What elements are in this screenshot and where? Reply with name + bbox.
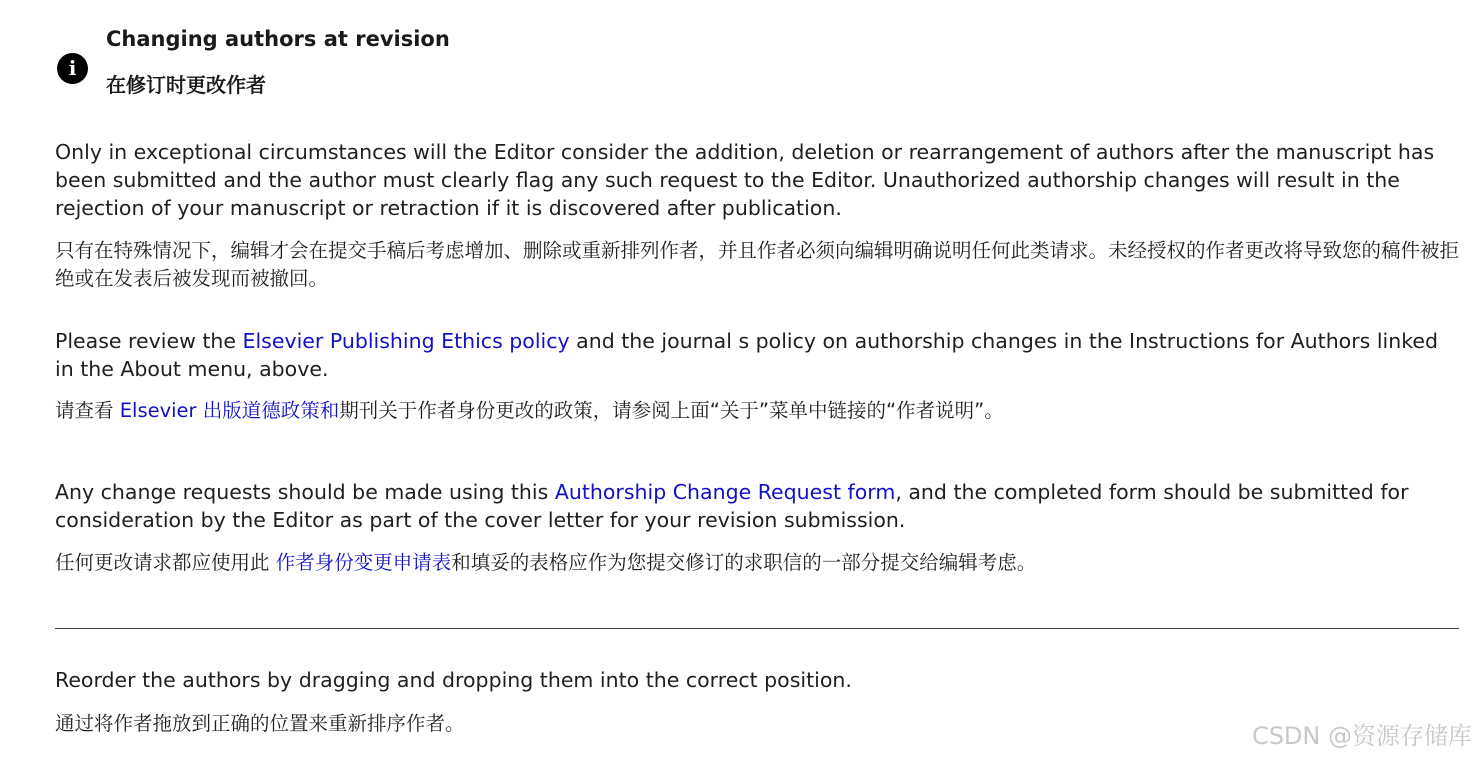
- change-request-text-after: , and the completed form should be submitted for consideration by the Editor as part of the cover letter for your revision submission.: [55, 480, 1409, 532]
- notice-title-translation: 在修订时更改作者: [106, 73, 266, 97]
- ethics-policy-translation-before: 请查看: [55, 399, 120, 422]
- change-request-translation-after: 和填妥的表格应作为您提交修订的求职信的一部分提交给编辑考虑。: [451, 551, 1037, 574]
- section-divider: [55, 628, 1459, 629]
- ethics-policy-text-before: Please review the: [55, 329, 243, 353]
- notice-title: Changing authors at revision: [106, 27, 450, 51]
- authorship-change-policy-text: Only in exceptional circumstances will the Editor consider the addition, deletion or rearrangement of authors after the manuscript has been submitted and the author must clearly flag any such request to the Editor. Unauthorized authorship changes will result in the rejection of your manuscript or retraction if it is discovered after publication.: [55, 140, 1435, 220]
- reorder-instructions: Reorder the authors by dragging and dropping them into the correct position.: [55, 668, 852, 692]
- change-request-paragraph: [55, 478, 1459, 534]
- ethics-policy-paragraph-translation: [55, 397, 1465, 425]
- change-request-translation-before: 任何更改请求都应使用此: [55, 551, 276, 574]
- authorship-change-request-form-link-translation[interactable]: 作者身份变更申请表: [275, 551, 452, 574]
- ethics-policy-translation-after: 期刊关于作者身份更改的政策，请参阅上面“关于”菜单中链接的“作者说明”。: [339, 399, 1004, 422]
- authorship-change-policy-translation: 只有在特殊情况下，编辑才会在提交手稿后考虑增加、删除或重新排列作者，并且作者必须向编辑明确说明任何此类请求。未经授权的作者更改将导致您的稿件被拒绝或在发表后被发现而被撤回。: [55, 239, 1460, 290]
- ethics-policy-paragraph: [55, 327, 1459, 383]
- ethics-policy-link[interactable]: Elsevier Publishing Ethics policy: [242, 329, 570, 353]
- info-icon: i: [57, 53, 88, 84]
- authorship-change-request-form-link[interactable]: Authorship Change Request form: [554, 480, 896, 504]
- change-request-text-before: Any change requests should be made using this: [55, 480, 555, 504]
- ethics-policy-text-after: and the journal s policy on authorship changes in the Instructions for Authors linked in the About menu, above.: [55, 329, 1439, 381]
- ethics-policy-link-translation[interactable]: Elsevier 出版道德政策和: [119, 399, 340, 422]
- reorder-instructions-translation: 通过将作者拖放到正确的位置来重新排序作者。: [55, 712, 465, 735]
- watermark: CSDN @资源存储库: [1251, 722, 1472, 750]
- change-request-paragraph-translation: [55, 549, 1465, 577]
